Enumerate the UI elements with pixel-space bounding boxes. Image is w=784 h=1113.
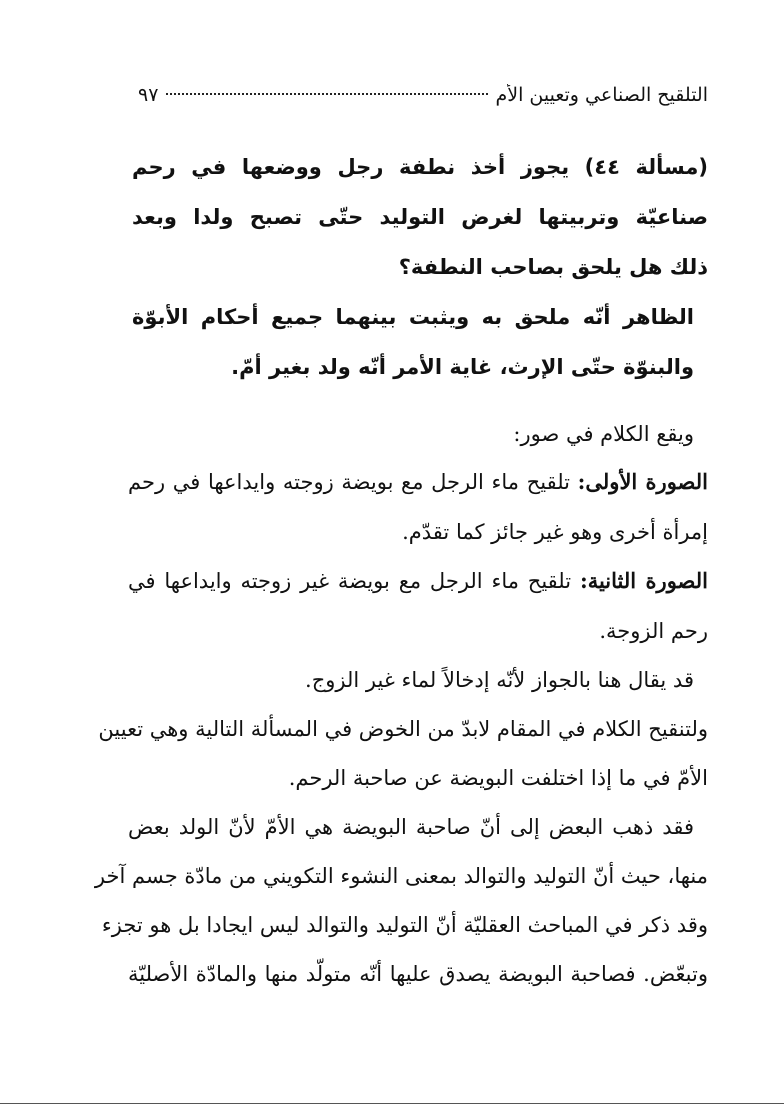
paragraph-line: رحم الزوجة. bbox=[599, 619, 708, 643]
paragraph-line: وقد ذكر في المباحث العقليّة أنّ التوليد والتوالد ليس ايجادا بل هو تجزء bbox=[101, 913, 708, 937]
paragraph-line: الصورة الأولى: تلقيح ماء الرجل مع بويضة زوجته وايداعها في رحم bbox=[128, 469, 708, 494]
page-number: ٩٧ bbox=[138, 84, 159, 106]
paragraph-line: الصورة الثانية: تلقيح ماء الرجل مع بويضة غير زوجته وايداعها في bbox=[128, 568, 708, 593]
question-line: ذلك هل يلحق بصاحب النطفة؟ bbox=[398, 255, 708, 279]
paragraph-line: ولتنقيح الكلام في المقام لابدّ من الخوض في المسألة التالية وهي تعيين bbox=[98, 717, 708, 741]
question-line: (مسألة ٤٤) يجوز أخذ نطفة رجل ووضعها في رحم bbox=[132, 155, 708, 179]
section-label: الصورة الثانية: bbox=[579, 568, 708, 593]
section-label: الصورة الأولى: bbox=[577, 469, 708, 494]
dotted-leader bbox=[166, 93, 487, 95]
paragraph-line: قد يقال هنا بالجواز لأنّه إدخالاً لماء غير الزوج. bbox=[305, 668, 694, 692]
paragraph-line: منها، حيث أنّ التوليد والتوالد بمعنى النشوء التكويني من مادّة جسم آخر bbox=[94, 864, 708, 888]
paragraph-line: الأمّ في ما إذا اختلفت البويضة عن صاحبة الرحم. bbox=[288, 766, 708, 790]
intro-line: ويقع الكلام في صور: bbox=[513, 422, 694, 446]
paragraph-line: فقد ذهب البعض إلى أنّ صاحبة البويضة هي الأمّ لأنّ الولد بعض bbox=[128, 815, 694, 839]
paragraph-line: إمرأة أخرى وهو غير جائز كما تقدّم. bbox=[402, 520, 708, 544]
question-line: صناعيّة وتربيتها لغرض التوليد حتّى تصبح ولدا وبعد bbox=[132, 205, 708, 229]
running-header bbox=[138, 84, 708, 114]
answer-line: الظاهر أنّه ملحق به ويثبت بينهما جميع أحكام الأبوّة bbox=[132, 305, 694, 329]
page-bottom-rule bbox=[0, 1103, 784, 1104]
answer-line: والبنوّة حتّى الإرث، غاية الأمر أنّه ولد بغير أمّ. bbox=[231, 355, 694, 379]
paragraph-line: وتبعّض. فصاحبة البويضة يصدق عليها أنّه متولّد منها والمادّة الأصليّة bbox=[128, 962, 708, 986]
header-title: التلقيح الصناعي وتعيين الأم bbox=[495, 84, 708, 106]
